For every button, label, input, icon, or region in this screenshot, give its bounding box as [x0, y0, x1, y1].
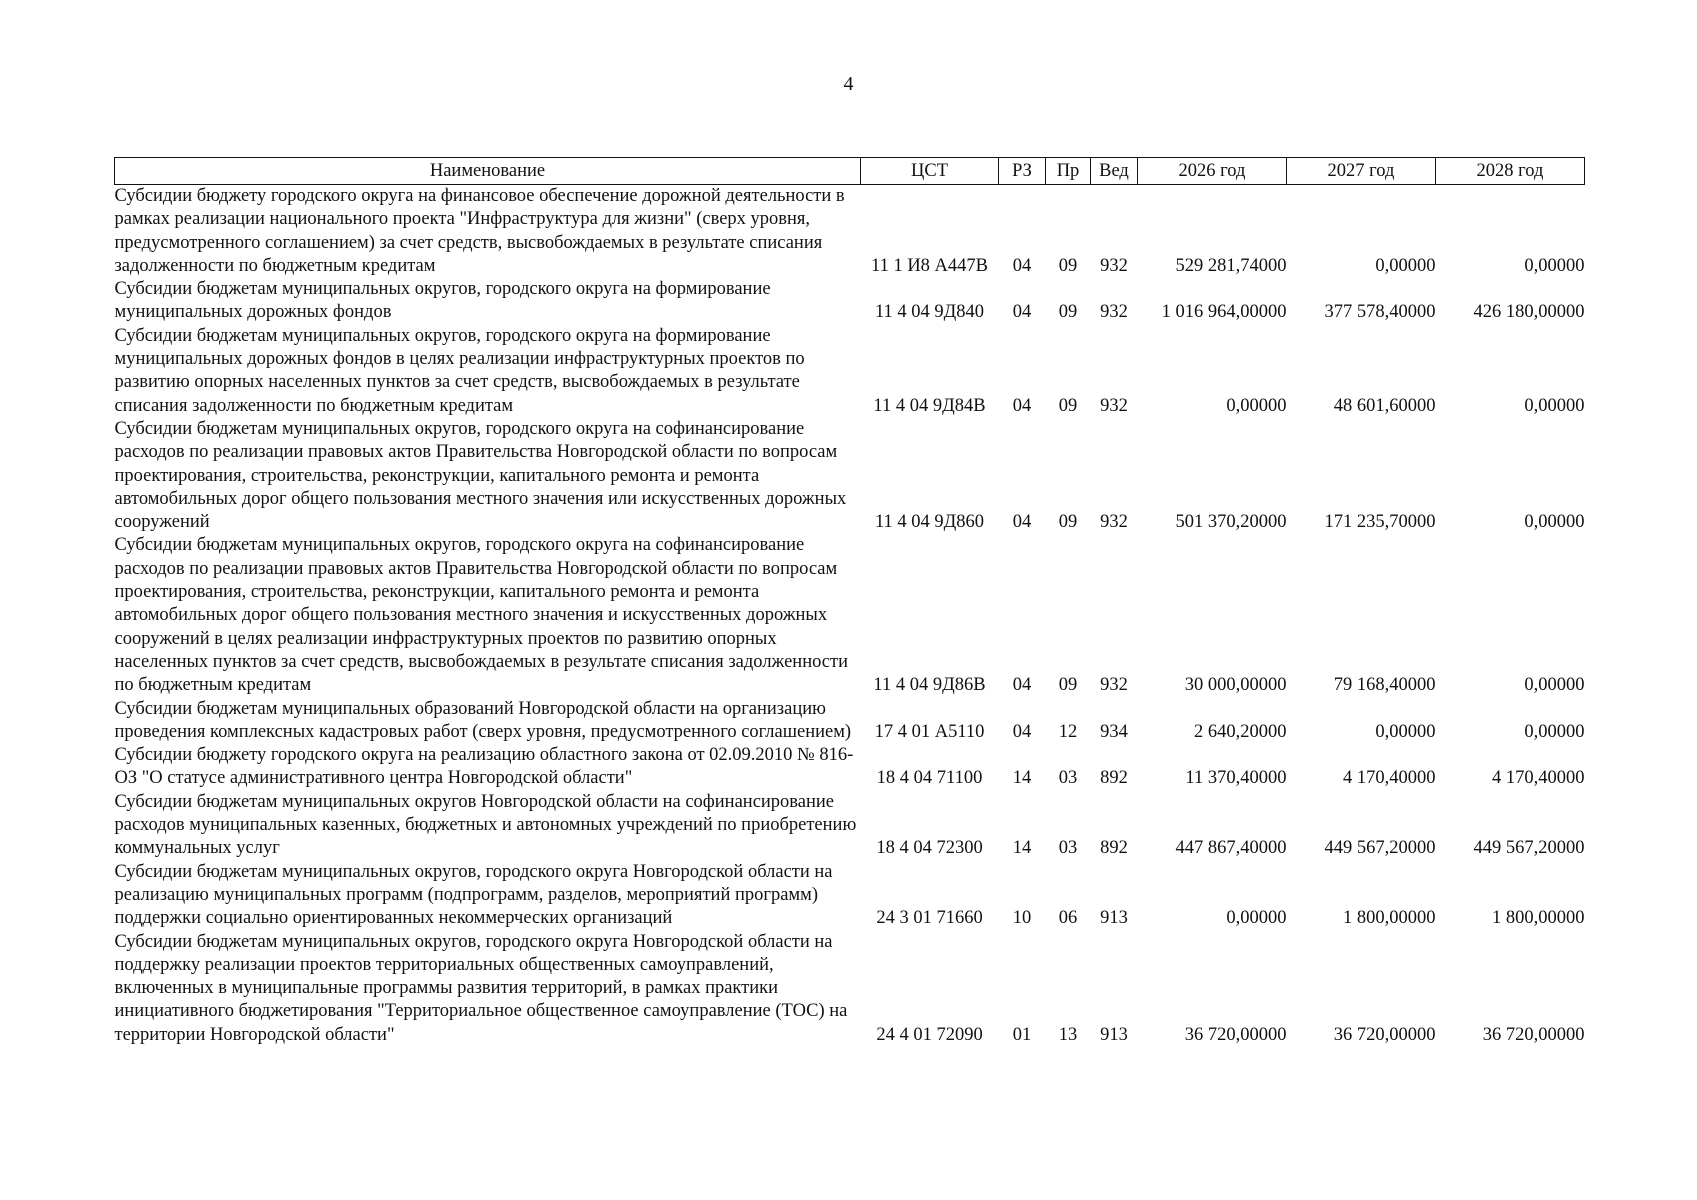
- row-rz: 10: [1012, 908, 1032, 929]
- row-cst: 11 4 04 9Д84В: [873, 395, 986, 416]
- row-2026: 1 016 964,00000: [1161, 302, 1287, 323]
- page-number: 4: [843, 73, 854, 95]
- row-ved: 892: [1100, 838, 1128, 859]
- row-pr: 06: [1058, 908, 1078, 929]
- row-2026: 447 867,40000: [1175, 838, 1287, 859]
- row-name: Субсидии бюджетам муниципальных округов, городского округа на софинансирование расходов по реализации правовых актов Правительства Новгородской области по вопросам проектирования, строительства, реконструкции, капитального ремонта и ремонта автомобильных дорог общего пользования местного значения или искусственных дорожных сооружений: [114, 418, 847, 533]
- row-pr: 09: [1058, 675, 1078, 696]
- header-row: [115, 158, 1585, 185]
- row-ved: 932: [1100, 675, 1128, 696]
- row-pr: 03: [1058, 768, 1078, 789]
- table-header: [115, 158, 1585, 185]
- row-2027: 4 170,40000: [1343, 768, 1436, 789]
- row-rz: 04: [1012, 395, 1032, 416]
- row-ved: 932: [1100, 512, 1128, 533]
- row-2028: 0,00000: [1524, 512, 1585, 533]
- row-2027: 36 720,00000: [1333, 1024, 1436, 1045]
- row-cst: 18 4 04 71100: [876, 768, 983, 789]
- header-2028: 2028 год: [1436, 158, 1585, 185]
- row-2028: 449 567,20000: [1473, 838, 1585, 859]
- row-2027: 171 235,70000: [1324, 512, 1436, 533]
- budget-table: [114, 157, 1585, 1047]
- row-2026: 36 720,00000: [1184, 1024, 1287, 1045]
- row-rz: 14: [1012, 768, 1032, 789]
- row-2026: 0,00000: [1226, 908, 1287, 929]
- header-2027: 2027 год: [1287, 158, 1436, 185]
- table-row: [115, 744, 1585, 791]
- row-ved: 934: [1100, 721, 1128, 742]
- row-2026: 0,00000: [1226, 395, 1287, 416]
- header-cst: ЦСТ: [861, 158, 999, 185]
- row-name: Субсидии бюджетам муниципальных округов, городского округа на софинансирование расходов по реализации правовых актов Правительства Новгородской области по вопросам проектирования, строительства, реконструкции, капитального ремонта и ремонта автомобильных дорог общего пользования местного значения и искусственных дорожных сооружений в целях реализации инфраструктурных проектов по развитию опорных населенных пунктов за счет средств, высвобождаемых в результате списания задолженности по бюджетным кредитам: [114, 535, 849, 696]
- row-name: Субсидии бюджетам муниципальных округов, городского округа на формирование муниципальных дорожных фондов в целях реализации инфраструктурных проектов по развитию опорных населенных пунктов за счет средств, высвобождаемых в результате списания задолженности по бюджетным кредитам: [114, 325, 805, 416]
- row-name: Субсидии бюджетам муниципальных округов, городского округа Новгородской области на поддержку реализации проектов территориальных общественных самоуправлений, включенных в муниципальные программы развития территорий, в рамках практики инициативного бюджетирования "Территориальное общественное самоуправление (ТОС) на территории Новгородской области": [114, 931, 848, 1045]
- row-name: Субсидии бюджету городского округа на финансовое обеспечение дорожной деятельности в рамках реализации национального проекта "Инфраструктура для жизни" (сверх уровня, предусмотренного соглашением) за счет средств, высвобождаемых в результате списания задолженности по бюджетным кредитам: [114, 186, 845, 276]
- row-pr: 09: [1058, 395, 1078, 416]
- row-cst: 18 4 04 72300: [876, 838, 983, 859]
- row-2027: 377 578,40000: [1324, 302, 1436, 323]
- row-cst: 24 3 01 71660: [876, 908, 983, 929]
- row-name: Субсидии бюджетам муниципальных округов Новгородской области на софинансирование расходов муниципальных казенных, бюджетных и автономных учреждений по приобретению коммунальных услуг: [114, 791, 857, 859]
- row-pr: 03: [1058, 838, 1078, 859]
- row-2026: 30 000,00000: [1184, 675, 1287, 696]
- header-name: Наименование: [115, 158, 861, 185]
- row-rz: 04: [1012, 255, 1032, 276]
- table-row: [115, 791, 1585, 861]
- row-2027: 0,00000: [1375, 255, 1436, 276]
- row-ved: 932: [1100, 302, 1128, 323]
- row-ved: 892: [1100, 768, 1128, 789]
- row-pr: 09: [1058, 512, 1078, 533]
- row-cst: 11 4 04 9Д86В: [873, 675, 986, 696]
- row-rz: 14: [1012, 838, 1032, 859]
- row-cst: 11 4 04 9Д860: [874, 512, 985, 533]
- header-rz: РЗ: [999, 158, 1046, 185]
- row-2027: 79 168,40000: [1333, 675, 1436, 696]
- row-ved: 913: [1100, 1024, 1128, 1045]
- row-2027: 0,00000: [1375, 721, 1436, 742]
- row-2028: 36 720,00000: [1482, 1024, 1585, 1045]
- row-2028: 1 800,00000: [1492, 908, 1585, 929]
- row-2028: 0,00000: [1524, 675, 1585, 696]
- row-2028: 0,00000: [1524, 255, 1585, 276]
- row-cst: 17 4 01 А5110: [874, 721, 985, 742]
- table-row: [115, 698, 1585, 745]
- table-row: [115, 278, 1585, 325]
- row-2028: 0,00000: [1524, 395, 1585, 416]
- row-2026: 2 640,20000: [1194, 721, 1287, 742]
- row-rz: 04: [1012, 302, 1032, 323]
- row-rz: 01: [1012, 1024, 1032, 1045]
- row-ved: 932: [1100, 395, 1128, 416]
- table-row: [115, 861, 1585, 931]
- row-pr: 13: [1058, 1024, 1078, 1045]
- row-2027: 48 601,60000: [1333, 395, 1436, 416]
- table-row: [115, 325, 1585, 418]
- row-name: Субсидии бюджету городского округа на реализацию областного закона от 02.09.2010 № 816-ОЗ "О статусе административного центра Новгородской области": [114, 745, 854, 789]
- row-2026: 11 370,40000: [1185, 768, 1287, 789]
- table-row: [115, 185, 1585, 279]
- row-cst: 24 4 01 72090: [876, 1024, 983, 1045]
- row-name: Субсидии бюджетам муниципальных образований Новгородской области на организацию проведения комплексных кадастровых работ (сверх уровня, предусмотренного соглашением): [114, 698, 852, 742]
- row-rz: 04: [1012, 512, 1032, 533]
- row-pr: 09: [1058, 302, 1078, 323]
- header-pr: Пр: [1046, 158, 1091, 185]
- row-rz: 04: [1012, 675, 1032, 696]
- row-2027: 449 567,20000: [1324, 838, 1436, 859]
- row-rz: 04: [1012, 721, 1032, 742]
- row-pr: 12: [1058, 721, 1078, 742]
- table-row: [115, 418, 1585, 534]
- row-cst: 11 1 И8 А447В: [871, 255, 988, 276]
- row-2026: 529 281,74000: [1175, 255, 1287, 276]
- row-2027: 1 800,00000: [1343, 908, 1436, 929]
- row-name: Субсидии бюджетам муниципальных округов, городского округа Новгородской области на реализацию муниципальных программ (подпрограмм, разделов, мероприятий программ) поддержки социально ориентированных некоммерческих организаций: [114, 861, 833, 929]
- row-2028: 0,00000: [1524, 721, 1585, 742]
- row-2028: 4 170,40000: [1492, 768, 1585, 789]
- row-ved: 932: [1100, 255, 1128, 276]
- row-name: Субсидии бюджетам муниципальных округов, городского округа на формирование муниципальных дорожных фондов: [114, 279, 771, 323]
- row-pr: 09: [1058, 255, 1078, 276]
- row-2028: 426 180,00000: [1473, 302, 1585, 323]
- row-2026: 501 370,20000: [1175, 512, 1287, 533]
- table-body: [115, 185, 1585, 1047]
- row-ved: 913: [1100, 908, 1128, 929]
- header-2026: 2026 год: [1138, 158, 1287, 185]
- row-cst: 11 4 04 9Д840: [874, 302, 985, 323]
- header-ved: Вед: [1091, 158, 1138, 185]
- table-row: [115, 931, 1585, 1047]
- table-row: [115, 534, 1585, 697]
